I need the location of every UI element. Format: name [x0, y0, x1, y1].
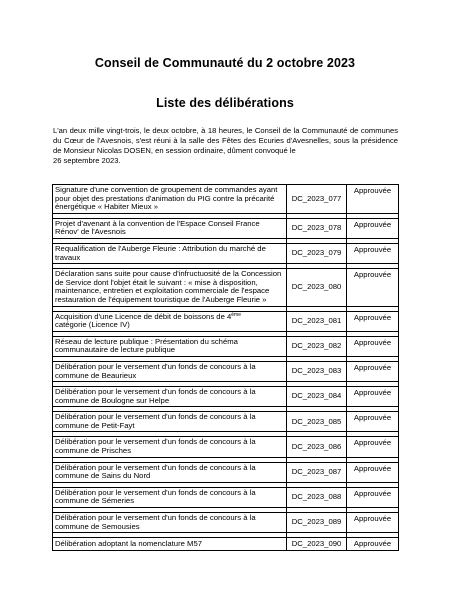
deliberation-object-text: Signature d'une convention de groupement de commandes ayant pour objet des prestations d'animation du PIG contre la précarité énergétique « Habiter Mieux »	[55, 185, 278, 212]
deliberation-object-text: Acquisition d'une Licence de débit de boissons de 4	[55, 311, 232, 321]
deliberation-object	[53, 437, 287, 457]
deliberation-object	[53, 185, 287, 214]
deliberation-reference: DC_2023_089	[287, 513, 347, 533]
table-row	[53, 336, 399, 356]
intro-text: L'an deux mille vingt-trois, le deux octobre, à 18 heures, le Conseil de la Communauté de communes du Cœur de l'Avesnois, s'est réuni à la salle des Fêtes des Ecuries d'Avesnelles, sous la présidence de Monsieur Nicolas DOSEN, en session ordinaire, dûment convoqué le	[53, 126, 398, 155]
table-row	[53, 487, 399, 507]
table-row	[53, 387, 399, 407]
deliberation-result: Approuvée	[347, 269, 399, 306]
table-row	[53, 185, 399, 214]
deliberation-result: Approuvée	[347, 336, 399, 356]
deliberation-object-text: Délibération pour le versement d'un fonds de concours à la commune de Boulogne sur Helpe	[55, 387, 256, 405]
deliberation-object	[53, 513, 287, 533]
deliberations-table	[52, 184, 399, 551]
deliberation-object	[53, 462, 287, 482]
deliberation-result: Approuvée	[347, 243, 399, 263]
deliberation-object-text: Délibération pour le versement d'un fonds de concours à la commune de Beaurieux	[55, 361, 256, 380]
deliberation-object-text: Requalification de l'Auberge Fleurie : Attribution du marché de travaux	[55, 243, 266, 262]
ordinal-superscript: ème	[231, 311, 242, 318]
table-row	[53, 513, 399, 533]
deliberation-reference: DC_2023_078	[287, 218, 347, 238]
deliberation-object-text: Déclaration sans suite pour cause d'infructuosité de la Concession de Service dont l'objet était le suivant : « mise à disposition, maintenance, entretien et exploitation commerciale de l'espace restauration de l'équipement touristique de l'Auberge Fleurie »	[55, 269, 282, 304]
deliberation-reference: DC_2023_087	[287, 462, 347, 482]
table-row	[53, 412, 399, 432]
deliberation-result: Approuvée	[347, 487, 399, 507]
deliberation-reference: DC_2023_085	[287, 412, 347, 432]
table-row	[53, 361, 399, 381]
deliberation-result: Approuvée	[347, 513, 399, 533]
table-row	[53, 462, 399, 482]
intro-date: 26 septembre 2023.	[53, 156, 121, 165]
page-subtitle: Liste des délibérations	[156, 96, 294, 110]
deliberation-result: Approuvée	[347, 387, 399, 407]
table-row	[53, 269, 399, 306]
deliberation-result: Approuvée	[347, 218, 399, 238]
table-row	[53, 437, 399, 457]
table-row	[53, 243, 399, 263]
deliberation-result: Approuvée	[347, 437, 399, 457]
deliberation-reference: DC_2023_090	[287, 538, 347, 551]
deliberation-object-text: Délibération pour le versement d'un fonds de concours à la commune de Semousies	[55, 513, 256, 531]
deliberation-reference: DC_2023_086	[287, 437, 347, 457]
deliberation-object	[53, 269, 287, 306]
deliberation-object	[53, 243, 287, 263]
deliberation-object-text: Réseau de lecture publique : Présentation du schéma communautaire de lecture publique	[55, 336, 238, 355]
deliberation-reference: DC_2023_082	[287, 336, 347, 356]
deliberation-object	[53, 361, 287, 381]
table-row	[53, 311, 399, 331]
deliberation-reference: DC_2023_088	[287, 487, 347, 507]
deliberation-object-text: Délibération adoptant la nomenclature M57	[55, 538, 203, 548]
deliberation-object	[53, 387, 287, 407]
deliberation-object-text: Délibération pour le versement d'un fonds de concours à la commune de Petit-Fayt	[55, 412, 256, 430]
deliberation-reference: DC_2023_079	[287, 243, 347, 263]
deliberation-reference: DC_2023_080	[287, 269, 347, 306]
deliberation-reference: DC_2023_084	[287, 387, 347, 407]
deliberation-object-text: Délibération pour le versement d'un fonds de concours à la commune de Sains du Nord	[55, 462, 256, 481]
page-title: Conseil de Communauté du 2 octobre 2023	[94, 56, 356, 70]
deliberation-result: Approuvée	[347, 462, 399, 482]
deliberation-object	[53, 311, 287, 331]
deliberation-object	[53, 412, 287, 432]
table-row	[53, 538, 399, 551]
deliberation-reference: DC_2023_083	[287, 361, 347, 381]
intro-paragraph	[53, 126, 398, 166]
deliberation-reference: DC_2023_081	[287, 311, 347, 331]
deliberation-reference: DC_2023_077	[287, 185, 347, 214]
deliberation-object-suffix: catégorie (Licence IV)	[55, 320, 130, 330]
deliberation-object-text: Délibération pour le versement d'un fonds de concours à la commune de Prisches	[55, 437, 256, 456]
table-row	[53, 218, 399, 238]
deliberation-object	[53, 336, 287, 356]
deliberation-result: Approuvée	[347, 361, 399, 381]
deliberation-result: Approuvée	[347, 311, 399, 331]
deliberation-object	[53, 538, 287, 551]
deliberation-object-text: Projet d'avenant à la convention de l'Espace Conseil France Rénov' de l'Avesnois	[55, 218, 260, 237]
deliberation-result: Approuvée	[347, 185, 399, 214]
deliberation-object	[53, 487, 287, 507]
deliberation-object-text: Délibération pour le versement d'un fonds de concours à la commune de Sémeries	[55, 487, 256, 506]
deliberation-object	[53, 218, 287, 238]
deliberation-result: Approuvée	[347, 412, 399, 432]
deliberation-result: Approuvée	[347, 538, 399, 551]
